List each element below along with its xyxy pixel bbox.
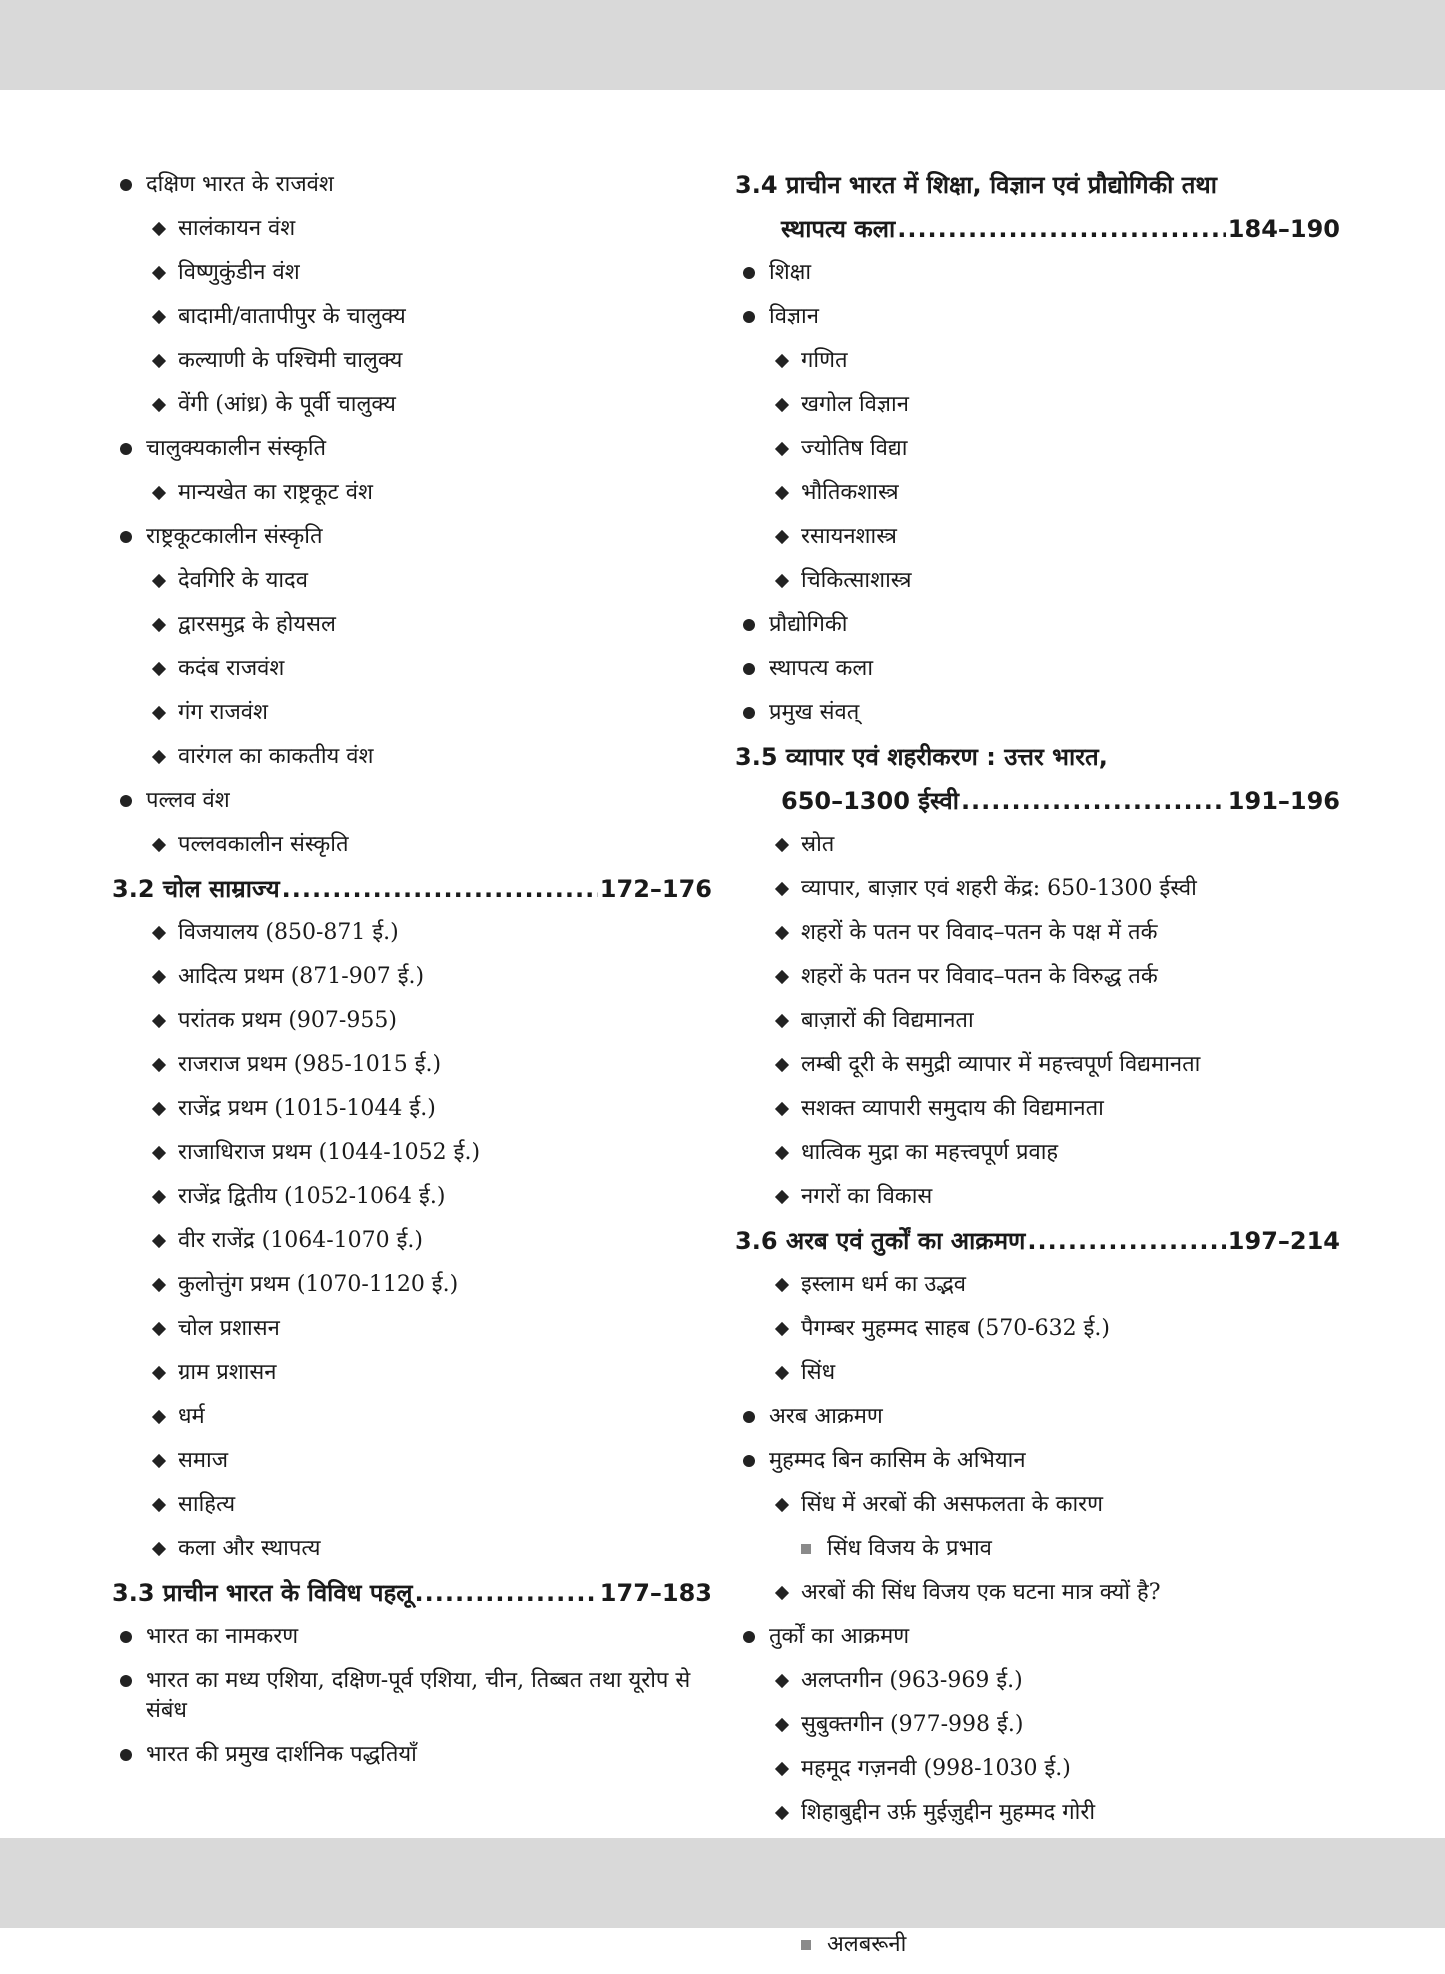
toc-item[interactable] — [735, 1578, 1340, 1622]
diamond-bullet-icon — [773, 830, 801, 860]
toc-item[interactable] — [735, 830, 1340, 874]
toc-item-text: राजेंद्र प्रथम (1015-1044 ई.) — [178, 1096, 436, 1121]
toc-item-text: शिक्षा — [769, 260, 812, 285]
toc-item-text: धात्विक मुद्रा का महत्त्वपूर्ण प्रवाह — [801, 1140, 1059, 1165]
diamond-bullet-icon — [150, 742, 178, 772]
toc-item-text: स्रोत — [801, 832, 835, 857]
page-range: 191–196 — [1227, 787, 1340, 815]
square-bullet-icon — [799, 1534, 827, 1564]
diamond-bullet-icon — [150, 390, 178, 420]
toc-item-text: समाज — [178, 1448, 229, 1473]
toc-item[interactable] — [112, 610, 712, 654]
dot-leader — [414, 1578, 597, 1608]
diamond-bullet-icon — [150, 346, 178, 376]
toc-item[interactable] — [112, 1666, 712, 1726]
toc-item[interactable] — [112, 1226, 712, 1270]
right-list-b — [735, 830, 1340, 1226]
toc-item[interactable] — [112, 1006, 712, 1050]
toc-item-text: नगरों का विकास — [801, 1184, 933, 1209]
square-bullet-icon — [799, 1930, 827, 1960]
toc-item[interactable] — [735, 522, 1340, 566]
diamond-bullet-icon — [150, 1490, 178, 1520]
diamond-bullet-icon — [773, 434, 801, 464]
left-list-c — [112, 1622, 712, 1784]
toc-item-text: वारंगल का काकतीय वंश — [178, 744, 374, 769]
round-bullet-icon — [741, 1446, 769, 1476]
diamond-bullet-icon — [773, 1050, 801, 1080]
round-bullet-icon — [118, 434, 146, 464]
diamond-bullet-icon — [773, 1094, 801, 1124]
toc-item[interactable] — [112, 1314, 712, 1358]
toc-item-text: राष्ट्रकूटकालीन संस्कृति — [146, 524, 323, 549]
diamond-bullet-icon — [773, 874, 801, 904]
toc-section-3-6[interactable] — [735, 1226, 1340, 1270]
toc-item-text: द्वारसमुद्र के होयसल — [178, 612, 336, 637]
round-bullet-icon — [741, 654, 769, 684]
toc-item-text: ग्राम प्रशासन — [178, 1360, 277, 1385]
toc-item[interactable] — [735, 1138, 1340, 1182]
toc-item-text: कला और स्थापत्य — [178, 1536, 321, 1561]
diamond-bullet-icon — [773, 1710, 801, 1740]
toc-left-column — [112, 170, 712, 1784]
toc-item[interactable] — [735, 1490, 1340, 1534]
toc-item[interactable] — [735, 478, 1340, 522]
toc-item[interactable] — [112, 918, 712, 962]
section-title: 3.3 प्राचीन भारत के विविध पहलू — [112, 1579, 413, 1607]
toc-item-text: चालुक्यकालीन संस्कृति — [146, 436, 327, 461]
toc-item-text: राजाधिराज प्रथम (1044-1052 ई.) — [178, 1140, 481, 1165]
diamond-bullet-icon — [150, 1006, 178, 1036]
diamond-bullet-icon — [150, 1182, 178, 1212]
dot-leader — [1027, 1226, 1225, 1256]
toc-section-3-5-line1[interactable] — [735, 742, 1340, 786]
toc-item[interactable] — [735, 1754, 1340, 1798]
toc-item-text: मुहम्मद बिन कासिम के अभियान — [769, 1448, 1026, 1473]
section-title-cont: 650–1300 ईस्वी — [781, 787, 959, 815]
toc-item-text: खगोल विज्ञान — [801, 392, 909, 417]
section-title-cont: स्थापत्य कला — [781, 215, 896, 243]
toc-item[interactable] — [112, 434, 712, 478]
toc-item[interactable] — [112, 170, 712, 214]
toc-item-text: तुर्कों का आक्रमण — [769, 1624, 910, 1649]
diamond-bullet-icon — [773, 1798, 801, 1828]
toc-item-text: चिकित्साशास्त्र — [801, 568, 912, 593]
toc-item[interactable] — [735, 1710, 1340, 1754]
toc-item[interactable] — [735, 1094, 1340, 1138]
toc-item[interactable] — [112, 1270, 712, 1314]
toc-item-text: बादामी/वातापीपुर के चालुक्य — [178, 304, 406, 329]
toc-item[interactable] — [735, 346, 1340, 390]
toc-item-text: प्रौद्योगिकी — [769, 612, 848, 637]
round-bullet-icon — [118, 1666, 146, 1696]
toc-item[interactable] — [112, 1358, 712, 1402]
round-bullet-icon — [118, 786, 146, 816]
toc-item-text: सालंकायन वंश — [178, 216, 296, 241]
toc-item-text: शहरों के पतन पर विवाद–पतन के पक्ष में तर्क — [801, 920, 1158, 945]
toc-item[interactable] — [735, 962, 1340, 1006]
section-title: 3.4 प्राचीन भारत में शिक्षा, विज्ञान एवं प्रौद्योगिकी तथा — [735, 171, 1217, 199]
toc-item-text: विज्ञान — [769, 304, 819, 329]
toc-item[interactable] — [112, 830, 712, 874]
toc-item[interactable] — [735, 1050, 1340, 1080]
diamond-bullet-icon — [150, 214, 178, 244]
section-title: 3.5 व्यापार एवं शहरीकरण : उत्तर भारत, — [735, 743, 1108, 771]
diamond-bullet-icon — [150, 698, 178, 728]
toc-item[interactable] — [735, 566, 1340, 610]
round-bullet-icon — [118, 1740, 146, 1770]
toc-item-text: अरब आक्रमण — [769, 1404, 883, 1429]
toc-item[interactable] — [112, 962, 712, 1006]
top-margin-band — [0, 0, 1445, 90]
bottom-margin-band — [0, 1838, 1445, 1928]
dot-leader — [961, 786, 1226, 816]
diamond-bullet-icon — [150, 1270, 178, 1300]
toc-item[interactable] — [735, 1446, 1340, 1490]
toc-item[interactable] — [112, 1050, 712, 1094]
diamond-bullet-icon — [773, 1358, 801, 1388]
toc-item[interactable] — [112, 742, 712, 786]
diamond-bullet-icon — [773, 962, 801, 992]
diamond-bullet-icon — [773, 522, 801, 552]
toc-item[interactable] — [112, 214, 712, 258]
diamond-bullet-icon — [150, 610, 178, 640]
page-range: 172–176 — [599, 875, 712, 903]
page-range: 177–183 — [599, 1579, 712, 1607]
toc-item-text: आदित्य प्रथम (871-907 ई.) — [178, 964, 425, 989]
toc-item-text: राजराज प्रथम (985-1015 ई.) — [178, 1052, 442, 1077]
section-title: 3.6 अरब एवं तुर्कों का आक्रमण — [735, 1227, 1026, 1255]
toc-item[interactable] — [112, 1534, 712, 1578]
diamond-bullet-icon — [150, 1094, 178, 1124]
toc-section-3-4-line1[interactable] — [735, 170, 1340, 214]
round-bullet-icon — [741, 1622, 769, 1652]
toc-item[interactable] — [112, 302, 712, 346]
diamond-bullet-icon — [150, 1314, 178, 1344]
toc-item-text: प्रमुख संवत् — [769, 700, 860, 725]
toc-item-text: भारत का मध्य एशिया, दक्षिण-पूर्व एशिया, चीन, तिब्बत तथा यूरोप से संबंध — [146, 1668, 691, 1723]
diamond-bullet-icon — [150, 302, 178, 332]
toc-item[interactable] — [735, 1182, 1340, 1226]
dot-leader — [282, 874, 598, 904]
toc-item-text: परांतक प्रथम (907-955) — [178, 1008, 397, 1033]
diamond-bullet-icon — [773, 1182, 801, 1212]
round-bullet-icon — [118, 170, 146, 200]
toc-item-text: शहरों के पतन पर विवाद–पतन के विरुद्ध तर्क — [801, 964, 1158, 989]
toc-item[interactable] — [112, 698, 712, 742]
round-bullet-icon — [741, 1402, 769, 1432]
toc-item[interactable] — [112, 566, 712, 610]
diamond-bullet-icon — [773, 918, 801, 948]
toc-item-text: राजेंद्र द्वितीय (1052-1064 ई.) — [178, 1184, 446, 1209]
toc-item-text: शिहाबुद्दीन उर्फ़ मुईज़ुद्दीन मुहम्मद गोरी — [801, 1800, 1096, 1825]
toc-item[interactable] — [735, 874, 1340, 918]
diamond-bullet-icon — [150, 918, 178, 948]
toc-item-text: दक्षिण भारत के राजवंश — [146, 172, 334, 197]
toc-item-text: भारत की प्रमुख दार्शनिक पद्धतियाँ — [146, 1742, 417, 1767]
diamond-bullet-icon — [773, 566, 801, 596]
left-list-a — [112, 170, 712, 874]
toc-item[interactable] — [112, 1446, 712, 1490]
round-bullet-icon — [118, 1622, 146, 1652]
toc-item-text: सुबुक्तगीन (977-998 ई.) — [801, 1712, 1024, 1737]
toc-item[interactable] — [735, 654, 1340, 698]
toc-item[interactable] — [735, 1314, 1340, 1358]
diamond-bullet-icon — [773, 1314, 801, 1344]
toc-section-3-4-line2[interactable] — [735, 214, 1340, 258]
toc-item-text: कदंब राजवंश — [178, 656, 285, 681]
toc-item[interactable] — [735, 1930, 1340, 1974]
section-title: 3.2 चोल साम्राज्य — [112, 875, 280, 903]
toc-item[interactable] — [112, 390, 712, 434]
toc-item-text: बाज़ारों की विद्यमानता — [801, 1008, 974, 1033]
toc-item[interactable] — [735, 390, 1340, 434]
diamond-bullet-icon — [150, 1534, 178, 1564]
toc-item[interactable] — [735, 918, 1340, 962]
toc-item-text: व्यापार, बाज़ार एवं शहरी केंद्र: 650-1300 ईस्वी — [801, 876, 1197, 901]
toc-section-3-5-line2[interactable] — [735, 786, 1340, 830]
toc-item[interactable] — [735, 1534, 1340, 1578]
toc-section-3-2[interactable] — [112, 874, 712, 918]
toc-item[interactable] — [112, 1402, 712, 1446]
toc-item-text: महमूद गज़नवी (998-1030 ई.) — [801, 1756, 1071, 1781]
toc-item[interactable] — [735, 1358, 1340, 1402]
diamond-bullet-icon — [773, 1666, 801, 1696]
toc-item[interactable] — [112, 1490, 712, 1534]
toc-item[interactable] — [112, 258, 712, 302]
toc-item[interactable] — [735, 1402, 1340, 1446]
toc-item[interactable] — [112, 654, 712, 698]
diamond-bullet-icon — [773, 390, 801, 420]
toc-item[interactable] — [735, 1622, 1340, 1666]
toc-item[interactable] — [735, 1006, 1340, 1050]
diamond-bullet-icon — [150, 1226, 178, 1256]
toc-item-text: कल्याणी के पश्चिमी चालुक्य — [178, 348, 403, 373]
page-range: 184–190 — [1227, 215, 1340, 243]
toc-item-text: सिंध — [801, 1360, 836, 1385]
diamond-bullet-icon — [773, 1754, 801, 1784]
round-bullet-icon — [741, 302, 769, 332]
toc-item-text: साहित्य — [178, 1492, 236, 1517]
diamond-bullet-icon — [773, 1138, 801, 1168]
right-list-a — [735, 258, 1340, 742]
toc-item-text: स्थापत्य कला — [769, 656, 874, 681]
diamond-bullet-icon — [150, 478, 178, 508]
toc-item-text: अरबों की सिंध विजय एक घटना मात्र क्यों है? — [801, 1580, 1161, 1605]
diamond-bullet-icon — [150, 962, 178, 992]
toc-item-text: सशक्त व्यापारी समुदाय की विद्यमानता — [801, 1096, 1104, 1121]
toc-item-text: अलप्तगीन (963-969 ई.) — [801, 1668, 1023, 1693]
round-bullet-icon — [741, 610, 769, 640]
diamond-bullet-icon — [150, 566, 178, 596]
diamond-bullet-icon — [773, 1270, 801, 1300]
toc-item-text: धर्म — [178, 1404, 205, 1429]
toc-item-text: पैगम्बर मुहम्मद साहब (570-632 ई.) — [801, 1316, 1111, 1341]
toc-item-text: अलबरूनी — [827, 1932, 907, 1957]
round-bullet-icon — [118, 522, 146, 552]
toc-item-text: लम्बी दूरी के समुद्री व्यापार में महत्त्वपूर्ण विद्यमानता — [801, 1052, 1201, 1077]
diamond-bullet-icon — [150, 258, 178, 288]
toc-item[interactable] — [112, 1740, 712, 1784]
toc-item-text: मान्यखेत का राष्ट्रकूट वंश — [178, 480, 373, 505]
toc-item[interactable] — [735, 1798, 1340, 1842]
diamond-bullet-icon — [773, 1490, 801, 1520]
toc-item[interactable] — [112, 522, 712, 566]
toc-item[interactable] — [735, 1270, 1340, 1314]
toc-right-column — [735, 170, 1340, 1974]
toc-item-text: गणित — [801, 348, 848, 373]
toc-item-text: वेंगी (आंध्र) के पूर्वी चालुक्य — [178, 392, 396, 417]
toc-item[interactable] — [735, 302, 1340, 346]
toc-item[interactable] — [112, 1182, 712, 1226]
diamond-bullet-icon — [773, 1006, 801, 1036]
diamond-bullet-icon — [773, 478, 801, 508]
toc-item[interactable] — [112, 346, 712, 390]
toc-section-3-3[interactable] — [112, 1578, 712, 1622]
toc-item-text: रसायनशास्त्र — [801, 524, 897, 549]
toc-item[interactable] — [112, 1094, 712, 1138]
toc-item-text: पल्लवकालीन संस्कृति — [178, 832, 349, 857]
toc-item-text: विष्णुकुंडीन वंश — [178, 260, 300, 285]
toc-item-text: देवगिरि के यादव — [178, 568, 308, 593]
toc-item[interactable] — [735, 698, 1340, 742]
toc-item-text: भौतिकशास्त्र — [801, 480, 899, 505]
diamond-bullet-icon — [150, 1050, 178, 1080]
toc-item-text: ज्योतिष विद्या — [801, 436, 908, 461]
page-range: 197–214 — [1227, 1227, 1340, 1255]
diamond-bullet-icon — [150, 830, 178, 860]
toc-item-text: वीर राजेंद्र (1064-1070 ई.) — [178, 1228, 423, 1253]
toc-item[interactable] — [735, 434, 1340, 478]
toc-item[interactable] — [735, 610, 1340, 654]
toc-item[interactable] — [112, 786, 712, 830]
round-bullet-icon — [741, 698, 769, 728]
toc-item[interactable] — [735, 258, 1340, 302]
diamond-bullet-icon — [150, 1446, 178, 1476]
toc-item-text: भारत का नामकरण — [146, 1624, 299, 1649]
toc-item[interactable] — [112, 1622, 712, 1666]
round-bullet-icon — [741, 258, 769, 288]
toc-item-text: पल्लव वंश — [146, 788, 230, 813]
toc-item-text: इस्लाम धर्म का उद्भव — [801, 1272, 967, 1297]
toc-item-text: सिंध में अरबों की असफलता के कारण — [801, 1492, 1104, 1517]
toc-item-text: चोल प्रशासन — [178, 1316, 280, 1341]
diamond-bullet-icon — [150, 1402, 178, 1432]
diamond-bullet-icon — [150, 1138, 178, 1168]
left-list-b — [112, 918, 712, 1578]
diamond-bullet-icon — [773, 346, 801, 376]
toc-item-text: विजयालय (850-871 ई.) — [178, 920, 399, 945]
toc-item-text: गंग राजवंश — [178, 700, 268, 725]
diamond-bullet-icon — [773, 1578, 801, 1608]
diamond-bullet-icon — [150, 654, 178, 684]
dot-leader — [897, 214, 1226, 244]
toc-item-text: सिंध विजय के प्रभाव — [827, 1536, 992, 1561]
toc-item-text: कुलोत्तुंग प्रथम (1070-1120 ई.) — [178, 1272, 459, 1297]
toc-item[interactable] — [112, 1138, 712, 1182]
diamond-bullet-icon — [150, 1358, 178, 1388]
toc-item[interactable] — [735, 1666, 1340, 1710]
toc-item[interactable] — [112, 478, 712, 522]
